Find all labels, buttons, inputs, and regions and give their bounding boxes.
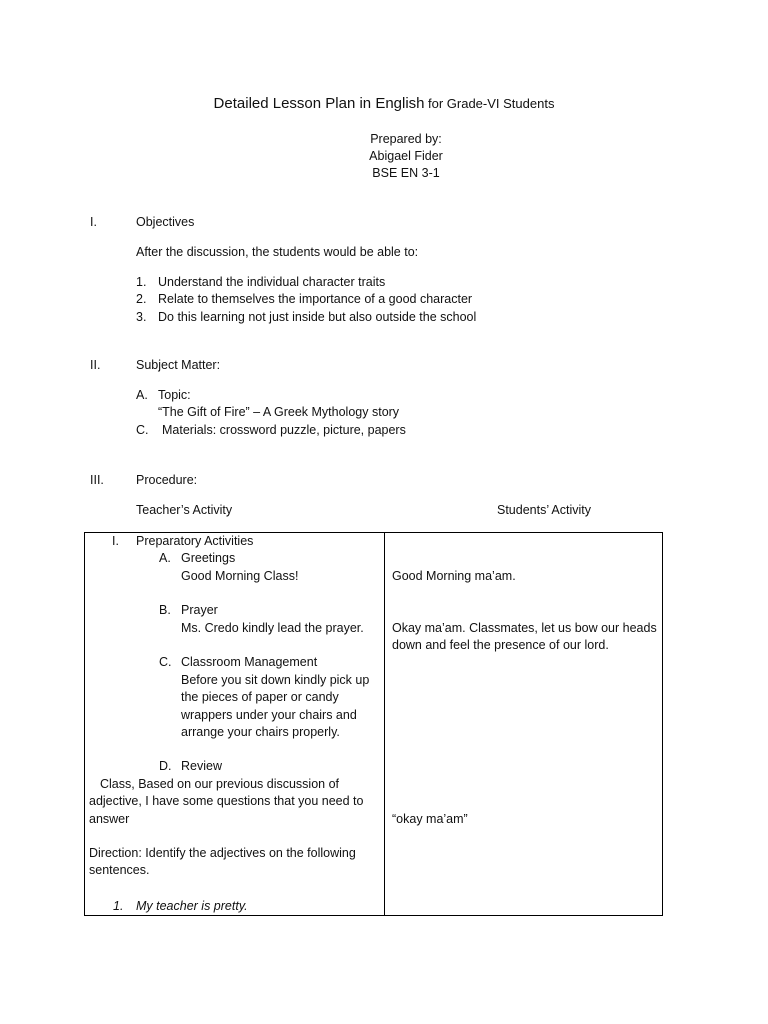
classroom-management-line: wrappers under your chairs and bbox=[181, 708, 357, 722]
topic-label: Topic: bbox=[158, 388, 191, 402]
classroom-management-line: Before you sit down kindly pick up bbox=[181, 673, 370, 687]
greetings-reply: Good Morning ma’am. bbox=[392, 569, 516, 583]
review-title: Review bbox=[181, 759, 222, 773]
classroom-management-line: the pieces of paper or candy bbox=[181, 690, 339, 704]
procedure-table bbox=[84, 532, 663, 916]
teacher-activity-cell bbox=[85, 533, 385, 916]
review-line: adjective, I have some questions that you need to bbox=[89, 794, 364, 808]
prayer-letter: B. bbox=[159, 603, 171, 617]
objectives-heading: Objectives bbox=[136, 215, 195, 229]
classroom-management-title: Classroom Management bbox=[181, 655, 318, 669]
objective-item: Understand the individual character traits bbox=[158, 275, 386, 289]
greetings-letter: A. bbox=[159, 551, 171, 565]
objective-number: 2. bbox=[136, 292, 147, 306]
direction-line: Direction: Identify the adjectives on the following bbox=[89, 846, 356, 860]
objective-number: 1. bbox=[136, 275, 147, 289]
teacher-activity-heading: Teacher’s Activity bbox=[136, 503, 233, 517]
question-number: 1. bbox=[113, 899, 124, 913]
question-text: My teacher is pretty. bbox=[136, 899, 248, 913]
author-name: Abigael Fider bbox=[369, 149, 443, 163]
classroom-management-letter: C. bbox=[159, 655, 172, 669]
preparatory-number: I. bbox=[112, 534, 119, 548]
subject-matter-number: II. bbox=[90, 358, 101, 372]
review-line: answer bbox=[89, 812, 130, 826]
document-title bbox=[0, 95, 768, 112]
title-main: Detailed Lesson Plan in English bbox=[213, 95, 425, 112]
prepared-label: Prepared by: bbox=[370, 132, 442, 146]
greetings-title: Greetings bbox=[181, 551, 236, 565]
direction-line: sentences. bbox=[89, 863, 150, 877]
students-activity-heading: Students’ Activity bbox=[497, 503, 592, 517]
review-line: Class, Based on our previous discussion of bbox=[100, 777, 340, 791]
procedure-number: III. bbox=[90, 473, 104, 487]
table-row bbox=[85, 533, 663, 916]
procedure-heading: Procedure: bbox=[136, 473, 198, 487]
title-sub: for Grade-VI Students bbox=[428, 96, 555, 111]
topic-letter: A. bbox=[136, 388, 148, 402]
review-reply: “okay ma’am” bbox=[392, 812, 468, 826]
prayer-text: Ms. Credo kindly lead the prayer. bbox=[181, 621, 364, 635]
prayer-reply-line: down and feel the presence of our lord. bbox=[392, 638, 609, 652]
objectives-intro: After the discussion, the students would be able to: bbox=[136, 245, 419, 259]
objective-item: Relate to themselves the importance of a good character bbox=[158, 292, 473, 306]
materials-letter: C. bbox=[136, 423, 149, 437]
author-section: BSE EN 3-1 bbox=[372, 166, 440, 180]
subject-matter-heading: Subject Matter: bbox=[136, 358, 221, 372]
prayer-title: Prayer bbox=[181, 603, 218, 617]
objectives-number: I. bbox=[90, 215, 97, 229]
objective-item: Do this learning not just inside but also outside the school bbox=[158, 310, 477, 324]
preparatory-title: Preparatory Activities bbox=[136, 534, 254, 548]
classroom-management-line: arrange your chairs properly. bbox=[181, 725, 340, 739]
students-activity-cell bbox=[385, 533, 663, 916]
greetings-text: Good Morning Class! bbox=[181, 569, 299, 583]
objective-number: 3. bbox=[136, 310, 147, 324]
topic-value: “The Gift of Fire” – A Greek Mythology story bbox=[158, 405, 400, 419]
prayer-reply-line: Okay ma’am. Classmates, let us bow our heads bbox=[392, 621, 657, 635]
materials-text: Materials: crossword puzzle, picture, papers bbox=[162, 423, 406, 437]
review-letter: D. bbox=[159, 759, 172, 773]
